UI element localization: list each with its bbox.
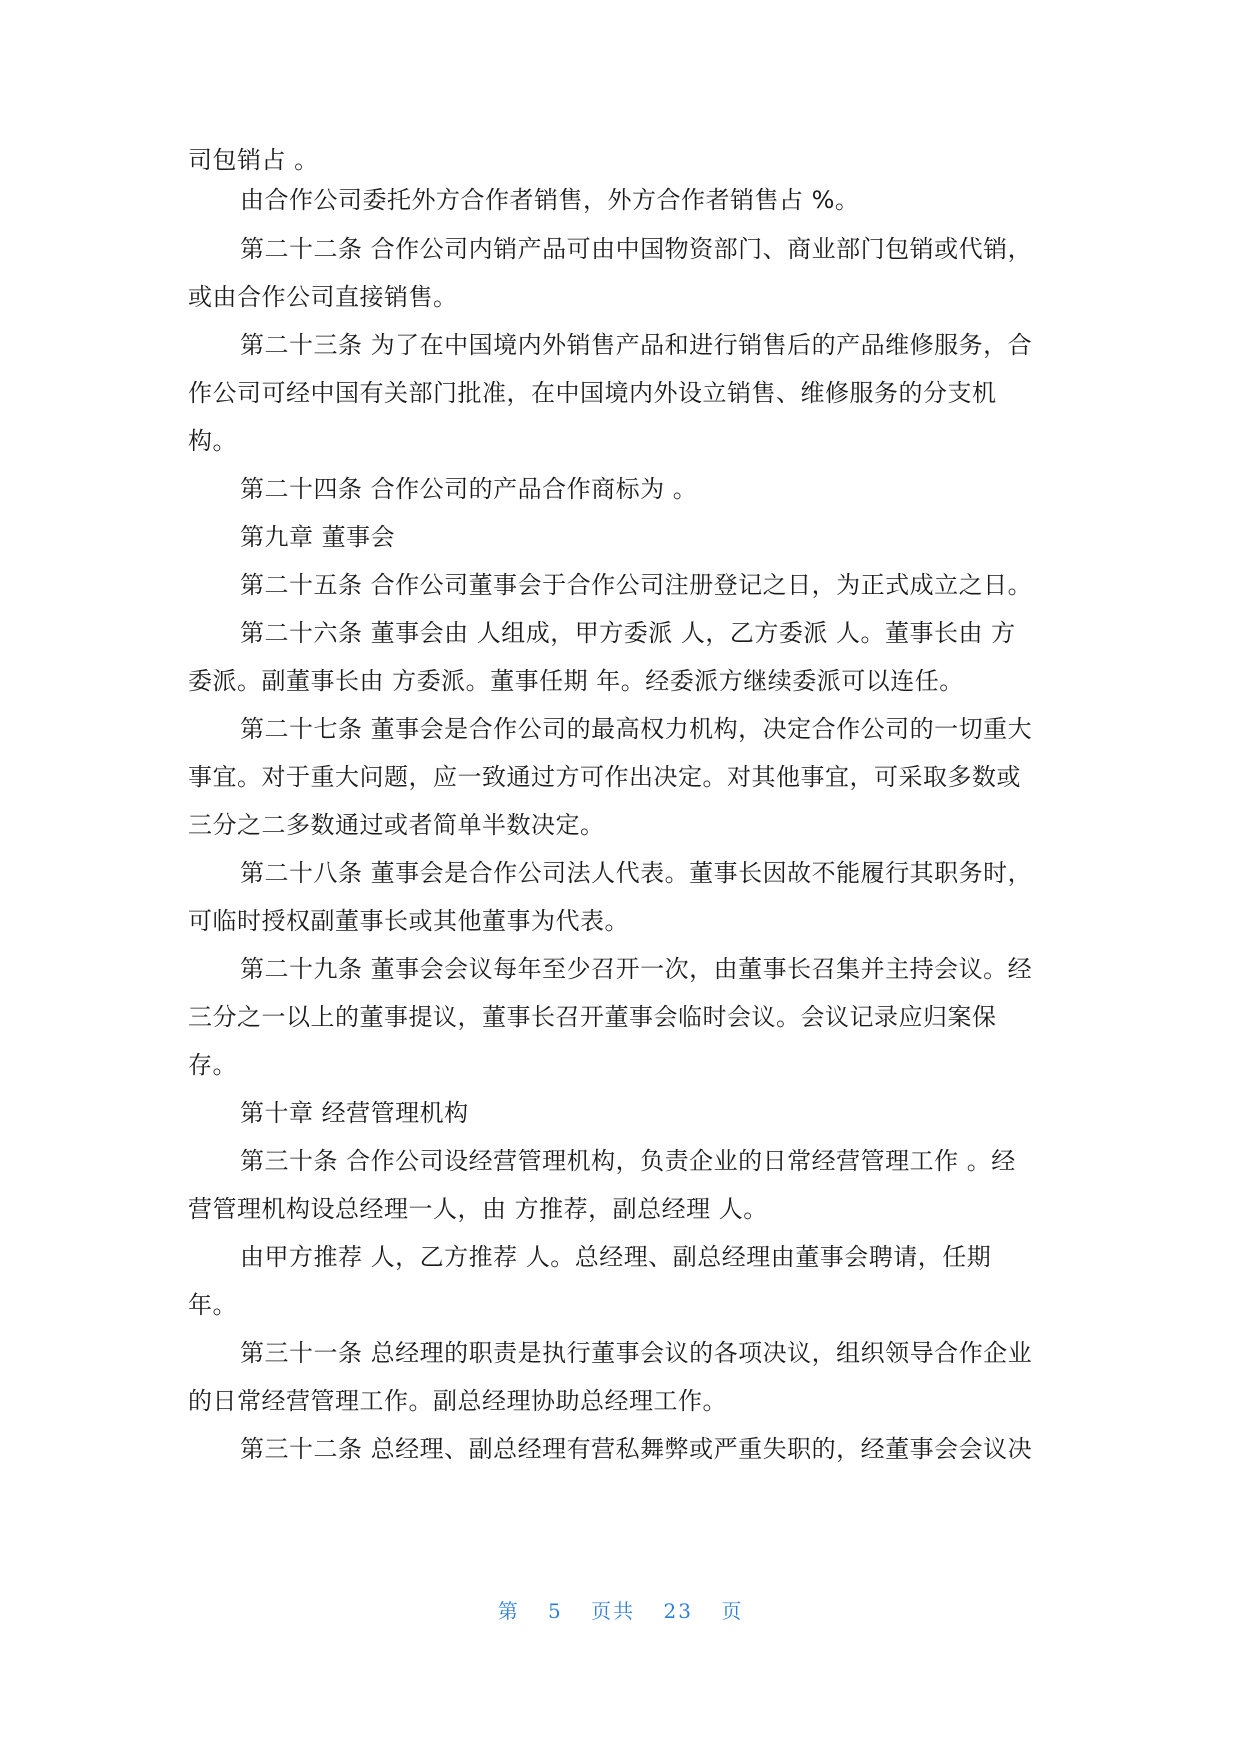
text-line: 或由合作公司直接销售。	[188, 283, 458, 311]
text-line: 的日常经营管理工作。副总经理协助总经理工作。	[188, 1387, 727, 1415]
text-line: 第二十五条 合作公司董事会于合作公司注册登记之日，为正式成立之日。	[240, 571, 1033, 599]
footer-middle: 页共	[591, 1599, 636, 1623]
total-page-count: 23	[663, 1599, 693, 1623]
page-footer	[0, 1595, 1241, 1624]
footer-suffix: 页	[721, 1599, 744, 1623]
text-line: 第三十二条 总经理、副总经理有营私舞弊或严重失职的，经董事会会议决	[240, 1435, 1033, 1463]
text-line: 事宜。对于重大问题，应一致通过方可作出决定。对其他事宜，可采取多数或	[188, 763, 1021, 791]
chapter-heading: 第十章 经营管理机构	[240, 1099, 469, 1127]
text-line: 第二十三条 为了在中国境内外销售产品和进行销售后的产品维修服务，合	[240, 331, 1033, 359]
text-line: 第二十七条 董事会是合作公司的最高权力机构，决定合作公司的一切重大	[240, 715, 1033, 743]
text-line: 第三十条 合作公司设经营管理机构，负责企业的日常经营管理工作 。经	[240, 1147, 1016, 1175]
text-line: 司包销占 。	[188, 146, 319, 174]
text-line: 第二十二条 合作公司内销产品可由中国物资部门、商业部门包销或代销，	[240, 235, 1033, 263]
text-line: 营管理机构设总经理一人，由 方推荐，副总经理 人。	[188, 1195, 768, 1223]
text-line: 三分之一以上的董事提议，董事长召开董事会临时会议。会议记录应归案保	[188, 1003, 997, 1031]
text-line: 由甲方推荐 人，乙方推荐 人。总经理、副总经理由董事会聘请，任期	[240, 1243, 992, 1271]
text-line: 作公司可经中国有关部门批准，在中国境内外设立销售、维修服务的分支机	[188, 379, 997, 407]
text-line: 三分之二多数通过或者简单半数决定。	[188, 811, 605, 839]
text-line: 第二十四条 合作公司的产品合作商标为 。	[240, 475, 698, 503]
current-page-number: 5	[548, 1599, 563, 1623]
text-line: 由合作公司委托外方合作者销售，外方合作者销售占 %。	[240, 186, 860, 214]
text-line: 委派。副董事长由 方委派。董事任期 年。经委派方继续委派可以连任。	[188, 667, 964, 695]
text-line: 第三十一条 总经理的职责是执行董事会议的各项决议，组织领导合作企业	[240, 1339, 1033, 1367]
text-line: 年。	[188, 1291, 237, 1319]
text-line: 存。	[188, 1051, 237, 1079]
text-line: 第二十九条 董事会会议每年至少召开一次，由董事长召集并主持会议。经	[240, 955, 1033, 983]
text-line: 第二十六条 董事会由 人组成，甲方委派 人，乙方委派 人。董事长由 方	[240, 619, 1016, 647]
footer-prefix: 第	[497, 1599, 520, 1623]
text-line: 第二十八条 董事会是合作公司法人代表。董事长因故不能履行其职务时，	[240, 859, 1033, 887]
chapter-heading: 第九章 董事会	[240, 523, 396, 551]
text-line: 可临时授权副董事长或其他董事为代表。	[188, 907, 629, 935]
text-line: 构。	[188, 427, 237, 455]
